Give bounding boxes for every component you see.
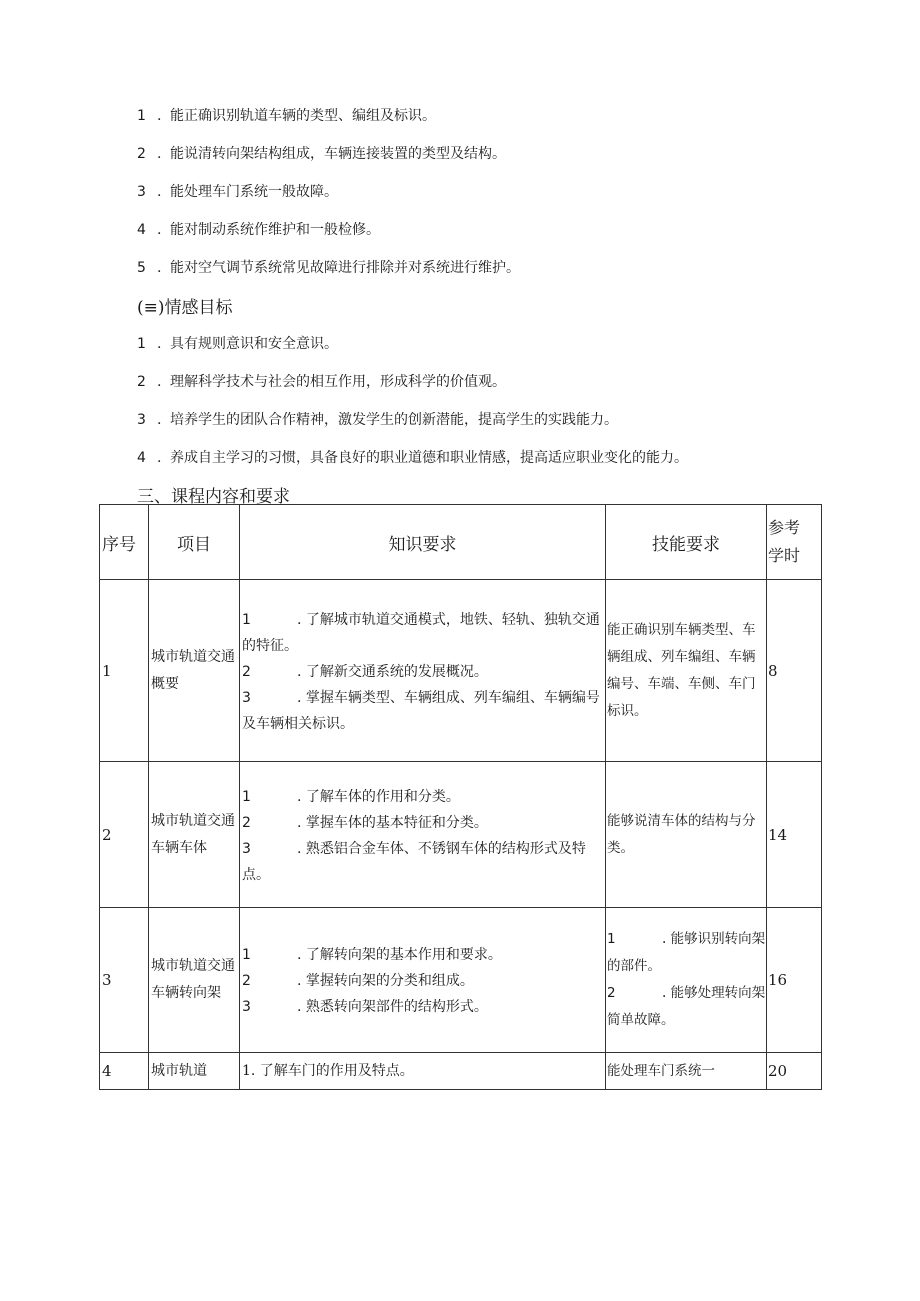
row-number: 4 bbox=[100, 1053, 149, 1090]
header-number: 序号 bbox=[100, 505, 149, 580]
table-row bbox=[100, 580, 822, 762]
goal-text: 能处理车门系统一般故障。 bbox=[170, 184, 338, 200]
skill-goal-1: 1 . 能正确识别轨道车辆的类型、编组及标识。 bbox=[137, 108, 436, 124]
course-content-table bbox=[99, 504, 822, 1090]
row-project: 城市轨道交通车辆转向架 bbox=[149, 908, 240, 1053]
row-knowledge: 1. 了解车门的作用及特点。 bbox=[240, 1053, 606, 1090]
goal-text: 具有规则意识和安全意识。 bbox=[170, 336, 338, 352]
goal-text: 能说清转向架结构组成，车辆连接装置的类型及结构。 bbox=[170, 146, 506, 162]
goal-text: 能对空气调节系统常见故障进行排除并对系统进行维护。 bbox=[170, 260, 520, 276]
goal-number: 1 bbox=[137, 108, 146, 124]
header-project: 项目 bbox=[149, 505, 240, 580]
affective-goal-3: 3 . 培养学生的团队合作精神，激发学生的创新潜能，提高学生的实践能力。 bbox=[137, 412, 618, 428]
header-knowledge: 知识要求 bbox=[240, 505, 606, 580]
row-project: 城市轨道交通概要 bbox=[149, 580, 240, 762]
skill-goal-2: 2 . 能说清转向架结构组成，车辆连接装置的类型及结构。 bbox=[137, 146, 506, 162]
row-project: 城市轨道 bbox=[149, 1053, 240, 1090]
goal-number: 3 bbox=[137, 412, 146, 428]
table-row bbox=[100, 762, 822, 908]
skill-goal-3: 3 . 能处理车门系统一般故障。 bbox=[137, 184, 338, 200]
goal-text: 养成自主学习的习惯，具备良好的职业道德和职业情感，提高适应职业变化的能力。 bbox=[170, 450, 688, 466]
goal-text: 能对制动系统作维护和一般检修。 bbox=[170, 222, 380, 238]
knowledge-item: 2 . 掌握转向架的分类和组成。 bbox=[242, 973, 474, 989]
row-skill: 能够说清车体的结构与分类。 bbox=[606, 762, 767, 908]
row-skill bbox=[606, 908, 767, 1053]
header-hours bbox=[767, 505, 822, 580]
goal-number: 2 bbox=[137, 146, 146, 162]
knowledge-item: 1 . 了解车体的作用和分类。 bbox=[242, 788, 460, 805]
table-row bbox=[100, 1053, 822, 1090]
skill-item: 2 . 能够处理转向架简单故障。 bbox=[607, 985, 766, 1028]
row-knowledge bbox=[240, 908, 606, 1053]
section-heading-course-content: 三、课程内容和要求 bbox=[137, 487, 290, 507]
row-skill: 能正确识别车辆类型、车辆组成、列车编组、车辆编号、车端、车侧、车门标识。 bbox=[606, 580, 767, 762]
knowledge-item: 2 . 掌握车体的基本特征和分类。 bbox=[242, 814, 488, 831]
row-skill: 能处理车门系统一 bbox=[606, 1053, 767, 1090]
knowledge-item: 2 . 了解新交通系统的发展概况。 bbox=[242, 663, 488, 680]
goal-number: 3 bbox=[137, 184, 146, 200]
goal-number: 2 bbox=[137, 374, 146, 390]
goal-number: 4 bbox=[137, 450, 146, 466]
knowledge-item: 1 . 了解转向架的基本作用和要求。 bbox=[242, 947, 502, 963]
row-number: 3 bbox=[100, 908, 149, 1053]
row-number: 2 bbox=[100, 762, 149, 908]
goal-text: 理解科学技术与社会的相互作用，形成科学的价值观。 bbox=[170, 374, 506, 390]
knowledge-item: 3 . 熟悉转向架部件的结构形式。 bbox=[242, 999, 488, 1015]
affective-goal-4: 4 . 养成自主学习的习惯，具备良好的职业道德和职业情感，提高适应职业变化的能力。 bbox=[137, 450, 688, 466]
table-header-row bbox=[100, 505, 822, 580]
knowledge-item: 3 . 熟悉铝合金车体、不锈钢车体的结构形式及特点。 bbox=[242, 840, 586, 883]
goal-number: 1 bbox=[137, 336, 146, 352]
row-project: 城市轨道交通车辆车体 bbox=[149, 762, 240, 908]
row-knowledge bbox=[240, 762, 606, 908]
goal-number: 5 bbox=[137, 260, 146, 276]
knowledge-item: 3 . 掌握车辆类型、车辆组成、列车编组、车辆编号及车辆相关标识。 bbox=[242, 689, 600, 732]
table-row bbox=[100, 908, 822, 1053]
affective-goal-1: 1 . 具有规则意识和安全意识。 bbox=[137, 336, 338, 352]
skill-goal-4: 4 . 能对制动系统作维护和一般检修。 bbox=[137, 222, 380, 238]
row-hours: 8 bbox=[767, 580, 822, 762]
row-knowledge bbox=[240, 580, 606, 762]
knowledge-item: 1 . 了解城市轨道交通模式，地铁、轻轨、独轨交通的特征。 bbox=[242, 611, 600, 654]
affective-goal-2: 2 . 理解科学技术与社会的相互作用，形成科学的价值观。 bbox=[137, 374, 506, 390]
row-hours: 16 bbox=[767, 908, 822, 1053]
header-skill: 技能要求 bbox=[606, 505, 767, 580]
row-hours: 20 bbox=[767, 1053, 822, 1090]
skill-goal-5: 5 . 能对空气调节系统常见故障进行排除并对系统进行维护。 bbox=[137, 260, 520, 276]
row-hours: 14 bbox=[767, 762, 822, 908]
goal-text: 能正确识别轨道车辆的类型、编组及标识。 bbox=[170, 108, 436, 124]
goal-text: 培养学生的团队合作精神，激发学生的创新潜能，提高学生的实践能力。 bbox=[170, 412, 618, 428]
skill-item: 1 . 能够识别转向架的部件。 bbox=[607, 931, 766, 974]
row-number: 1 bbox=[100, 580, 149, 762]
affective-goals-heading: (≡)情感目标 bbox=[137, 298, 233, 318]
header-hours-line2: 学时 bbox=[768, 546, 801, 565]
goal-number: 4 bbox=[137, 222, 146, 238]
header-hours-line1: 参考 bbox=[768, 518, 801, 537]
